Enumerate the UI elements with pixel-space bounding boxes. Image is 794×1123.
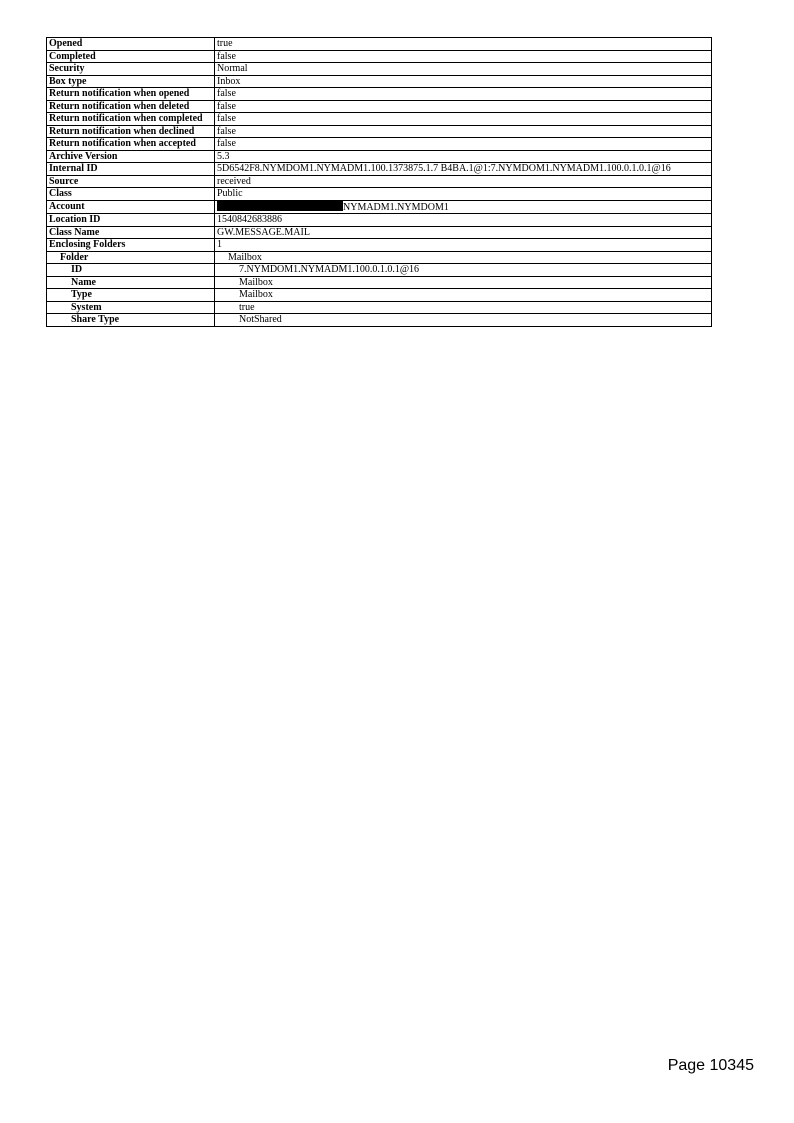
row-label: Internal ID <box>47 163 215 176</box>
account-value: NYMADM1.NYMDOM1 <box>343 201 449 213</box>
table-row <box>47 63 712 76</box>
row-label: ID <box>47 264 215 277</box>
row-value: 7.NYMDOM1.NYMADM1.100.0.1.0.1@16 <box>215 264 712 277</box>
redaction-block <box>217 201 343 211</box>
row-label: Opened <box>47 38 215 51</box>
row-value: false <box>215 138 712 151</box>
row-label: System <box>47 301 215 314</box>
row-label: Completed <box>47 50 215 63</box>
table-row <box>47 88 712 101</box>
row-value: true <box>215 38 712 51</box>
row-value: Normal <box>215 63 712 76</box>
row-value: false <box>215 88 712 101</box>
table-row <box>47 38 712 51</box>
table-row <box>47 226 712 239</box>
table-row <box>47 276 712 289</box>
row-value: GW.MESSAGE.MAIL <box>215 226 712 239</box>
table-row <box>47 251 712 264</box>
table-row <box>47 214 712 227</box>
row-label: Class Name <box>47 226 215 239</box>
row-label: Return notification when opened <box>47 88 215 101</box>
row-value: NotShared <box>215 314 712 327</box>
row-value: false <box>215 113 712 126</box>
table-row <box>47 100 712 113</box>
row-label: Return notification when declined <box>47 125 215 138</box>
table-row <box>47 314 712 327</box>
row-label: Class <box>47 188 215 201</box>
table-row <box>47 175 712 188</box>
row-label: Account <box>47 200 215 214</box>
row-label: Type <box>47 289 215 302</box>
row-label: Archive Version <box>47 150 215 163</box>
row-label: Share Type <box>47 314 215 327</box>
table-row <box>47 301 712 314</box>
table-row <box>47 138 712 151</box>
row-label: Folder <box>47 251 215 264</box>
row-value: Mailbox <box>215 251 712 264</box>
row-value: false <box>215 50 712 63</box>
row-value: 5D6542F8.NYMDOM1.NYMADM1.100.1373875.1.7 B4BA.1@1:7.NYMDOM1.NYMADM1.100.0.1.0.1@16 <box>215 163 712 176</box>
row-label: Enclosing Folders <box>47 239 215 252</box>
table-row <box>47 163 712 176</box>
row-label: Box type <box>47 75 215 88</box>
table-row <box>47 113 712 126</box>
row-value: Mailbox <box>215 276 712 289</box>
row-value: true <box>215 301 712 314</box>
row-label: Return notification when completed <box>47 113 215 126</box>
table-row <box>47 50 712 63</box>
row-value: 1 <box>215 239 712 252</box>
table-row <box>47 75 712 88</box>
row-value <box>215 200 712 214</box>
table-row <box>47 125 712 138</box>
row-value: Public <box>215 188 712 201</box>
row-value: Inbox <box>215 75 712 88</box>
row-value: received <box>215 175 712 188</box>
row-value: false <box>215 100 712 113</box>
row-label: Source <box>47 175 215 188</box>
row-value: false <box>215 125 712 138</box>
row-value: Mailbox <box>215 289 712 302</box>
table-row <box>47 264 712 277</box>
page-number: Page 10345 <box>667 1057 754 1074</box>
row-label: Name <box>47 276 215 289</box>
row-value: 5.3 <box>215 150 712 163</box>
row-value: 1540842683886 <box>215 214 712 227</box>
properties-table <box>46 37 712 327</box>
table-row <box>47 188 712 201</box>
table-row <box>47 150 712 163</box>
table-row <box>47 200 712 214</box>
row-label: Return notification when accepted <box>47 138 215 151</box>
table-row <box>47 239 712 252</box>
row-label: Return notification when deleted <box>47 100 215 113</box>
row-label: Location ID <box>47 214 215 227</box>
row-label: Security <box>47 63 215 76</box>
table-row <box>47 289 712 302</box>
